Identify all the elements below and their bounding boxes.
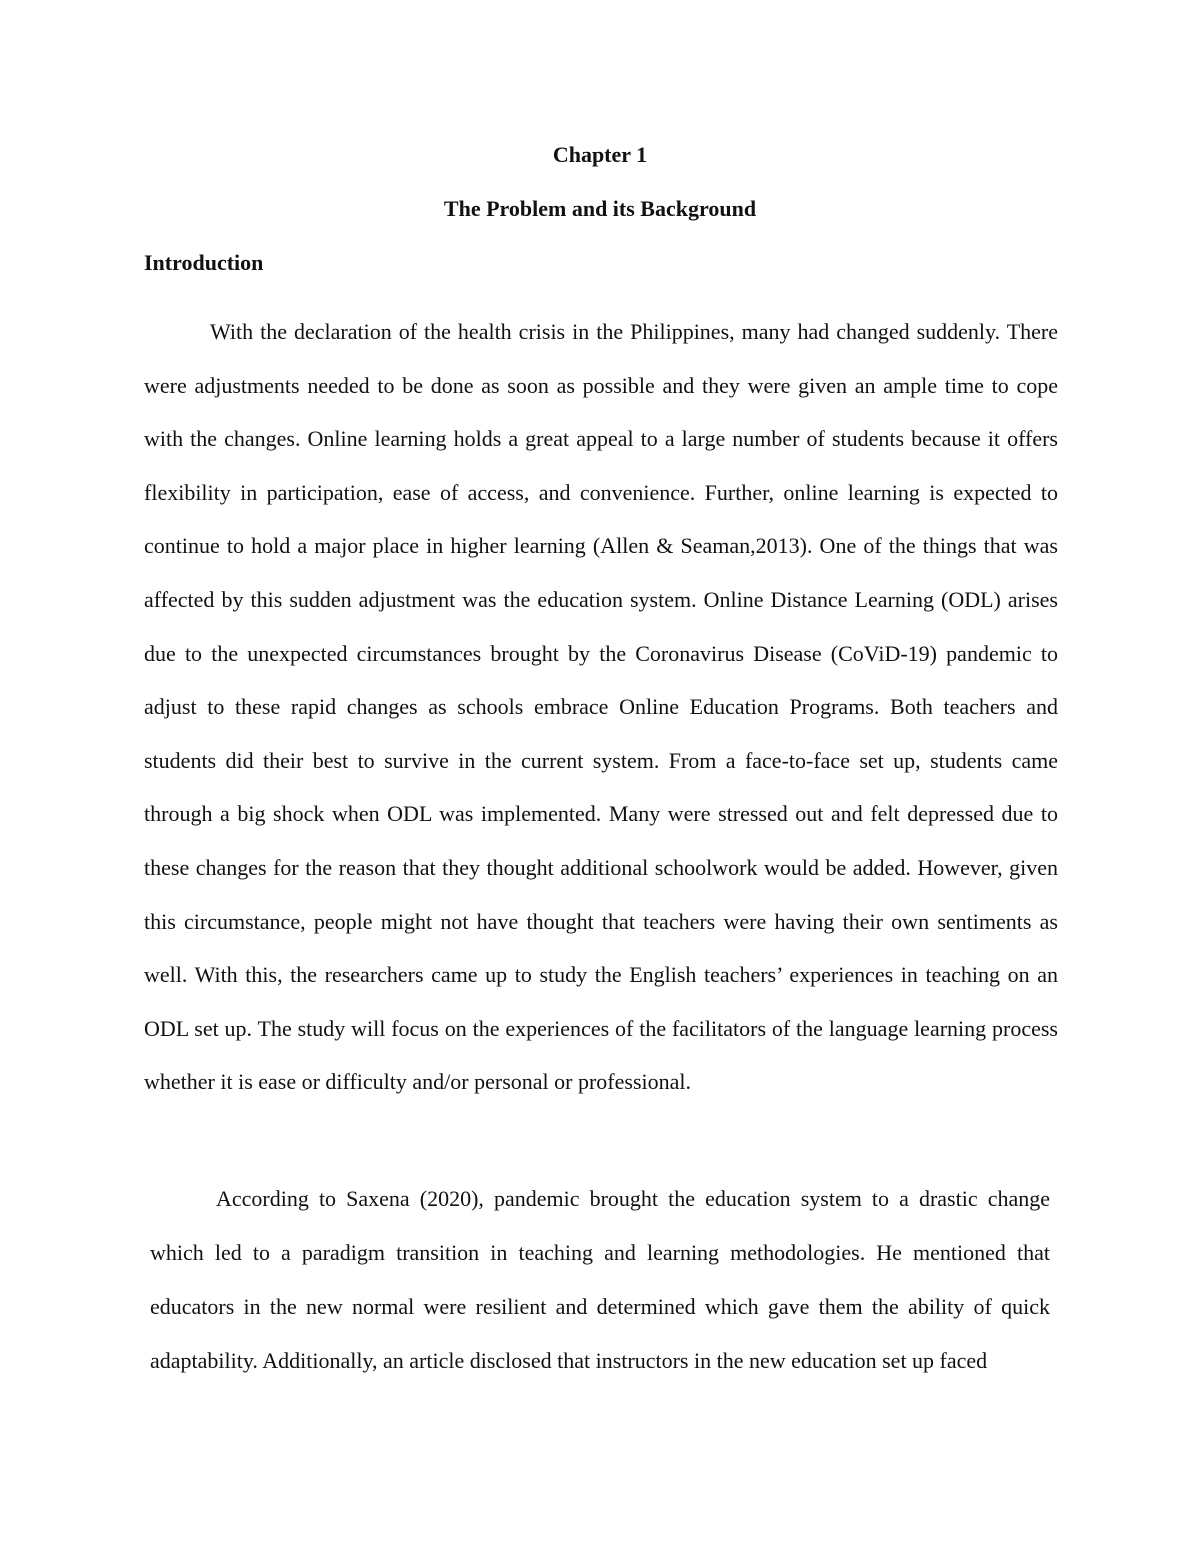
chapter-title: Chapter 1 [552,142,648,167]
introduction-paragraph-1: With the declaration of the health crisis in the Philippines, many had changed suddenly. There were adjustments needed to be done as soon as possible and they were given an ample time to cope with the changes. Online learning holds a great appeal to a large number of students because it offers flexibility in participation, ease of access, and convenience. Further, online learning is expected to continue to hold a major place in higher learning (Allen & Seaman,2013). One of the things that was affected by this sudden adjustment was the education system. Online Distance Learning (ODL) arises due to the unexpected circumstances brought by the Coronavirus Disease (CoViD-19) pandemic to adjust to these rapid changes as schools embrace Online Education Programs. Both teachers and students did their best to survive in the current system. From a face-to-face set up, students came through a big shock when ODL was implemented. Many were stressed out and felt depressed due to these changes for the reason that they thought additional schoolwork would be added. However, given this circumstance, people might not have thought that teachers were having their own sentiments as well. With this, the researchers came up to study the English teachers’ experiences in teaching on an ODL set up. The study will focus on the experiences of the facilitators of the language learning process whether it is ease or difficulty and/or personal or professional. [144,319,1058,1095]
chapter-subtitle: The Problem and its Background [443,196,757,221]
introduction-paragraph-2: According to Saxena (2020), pandemic brought the education system to a drastic change which led to a paradigm transition in teaching and learning methodologies. He mentioned that educators in the new normal were resilient and determined which gave them the ability of quick adaptability. Additionally, an article disclosed that instructors in the new education set up faced [150,1186,1050,1373]
section-heading-introduction: Introduction [144,250,264,275]
